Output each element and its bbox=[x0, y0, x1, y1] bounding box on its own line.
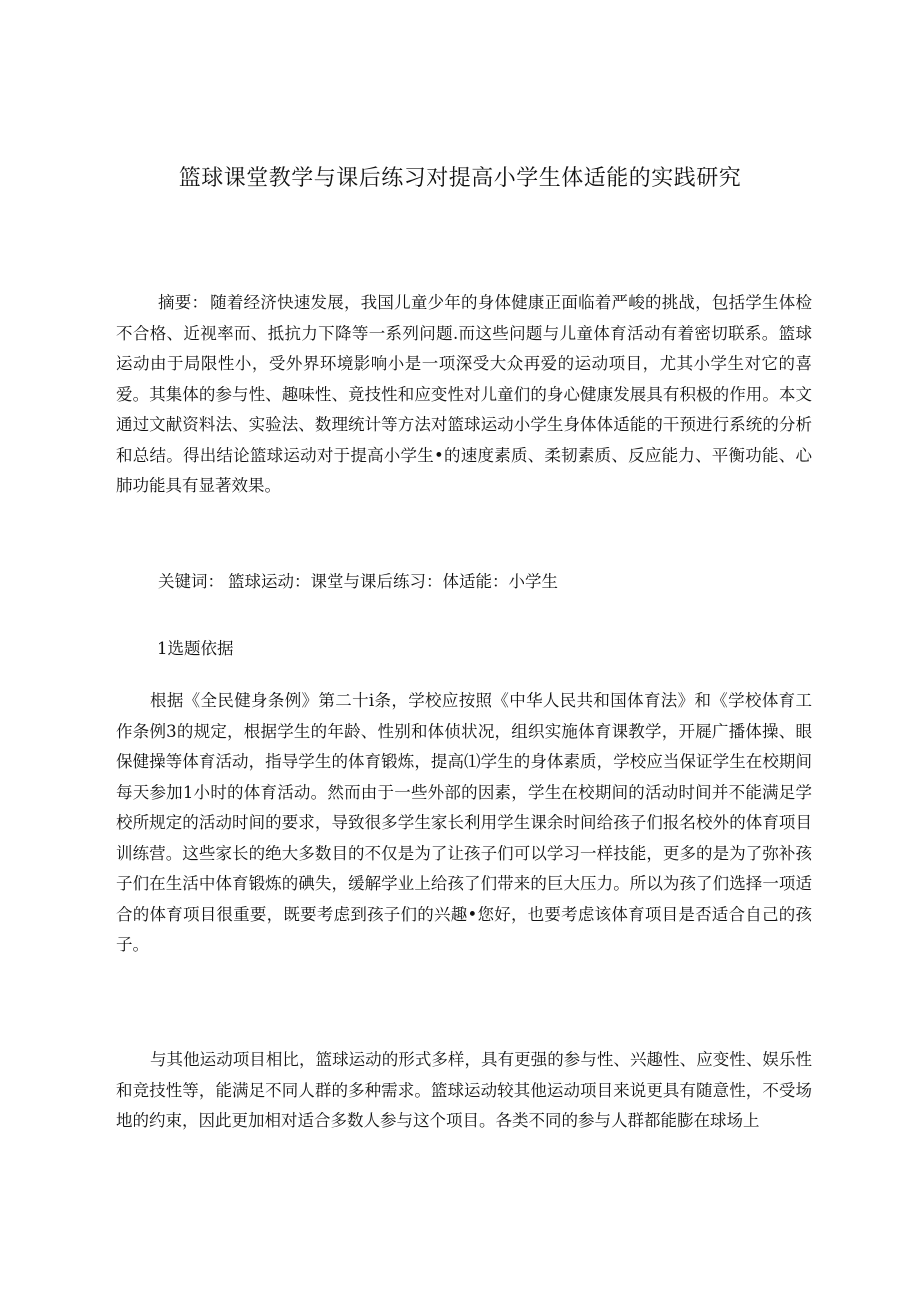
body-paragraph-1: 根据《全民健身条例》第二十i条，学校应按照《中华人民共和国体育法》和《学校体育工作条例3的规定，根据学生的年龄、性别和体侦状况，组织实施体育课教学，开屣广播体操、眼保健操等体育活动，指导学生的体育锻炼，提高⑴学生的身体素质，学校应当保证学生在校期间每天参加1小时的体育活动。然而由于一些外部的因素，学生在校期间的活动时间并不能满足学校所规定的活动时间的要求，导致很多学生家长利用学生课余时间给孩子们报名校外的体育项目训练营。这些家长的绝大多数目的不仅是为了让孩子们可以学习一样技能，更多的是为了弥补孩子们在生活中体育锻炼的碘失，缓解学业上给孩了们带来的巨大压力。所以为孩了们选择一项适合的体育项目很重要，既要考虑到孩子们的兴趣•您好，也要考虑该体育项目是否适合自己的孩子。 bbox=[116, 691, 812, 954]
keywords-label: 关键词： bbox=[158, 572, 224, 591]
abstract-paragraph bbox=[116, 288, 812, 502]
section-heading-1: 1选题依据 bbox=[157, 639, 234, 658]
abstract-label: 摘要： bbox=[158, 293, 209, 312]
keywords-text: 篮球运动：课堂与课后练习：体适能：小学生 bbox=[228, 572, 558, 591]
document-title: 篮球课堂教学与课后练习对提高小学生体适能的实践研究 bbox=[178, 166, 742, 191]
keywords-line bbox=[116, 567, 812, 598]
abstract-text: 随着经济快速发展，我国儿童少年的身体健康正面临着严峻的挑战，包括学生体检不合格、近视率而、抵抗力下降等一系列问题.而这些问题与儿童体育活动有着密切联系。篮球运动由于局限性小，受外界环境影响小是一项深受大众再爱的运动项目，尤其小学生对它的喜爱。其集体的参与性、趣味性、竟技性和应变性对儿童们的身心健康发展具有积极的作用。本文通过文献资料法、实验法、数理统计等方法对篮球运动小学生身体体适能的干预进行系统的分析和总结。得出结论篮球运动对于提高小学生•的速度素质、柔韧素质、反应能力、平衡功能、心肺功能具有显著效果。 bbox=[116, 293, 813, 495]
body-paragraph-2: 与其他运动项目相比，篮球运动的形式多样，具有更强的参与性、兴趣性、应变性、娱乐性和竞技性等，能满足不同人群的多种需求。篮球运动较其他运动项目来说更具有随意性，不受场地的约束，因此更加相对适合多数人参与这个项目。各类不同的参与人群都能膨在球场上 bbox=[116, 1050, 812, 1130]
